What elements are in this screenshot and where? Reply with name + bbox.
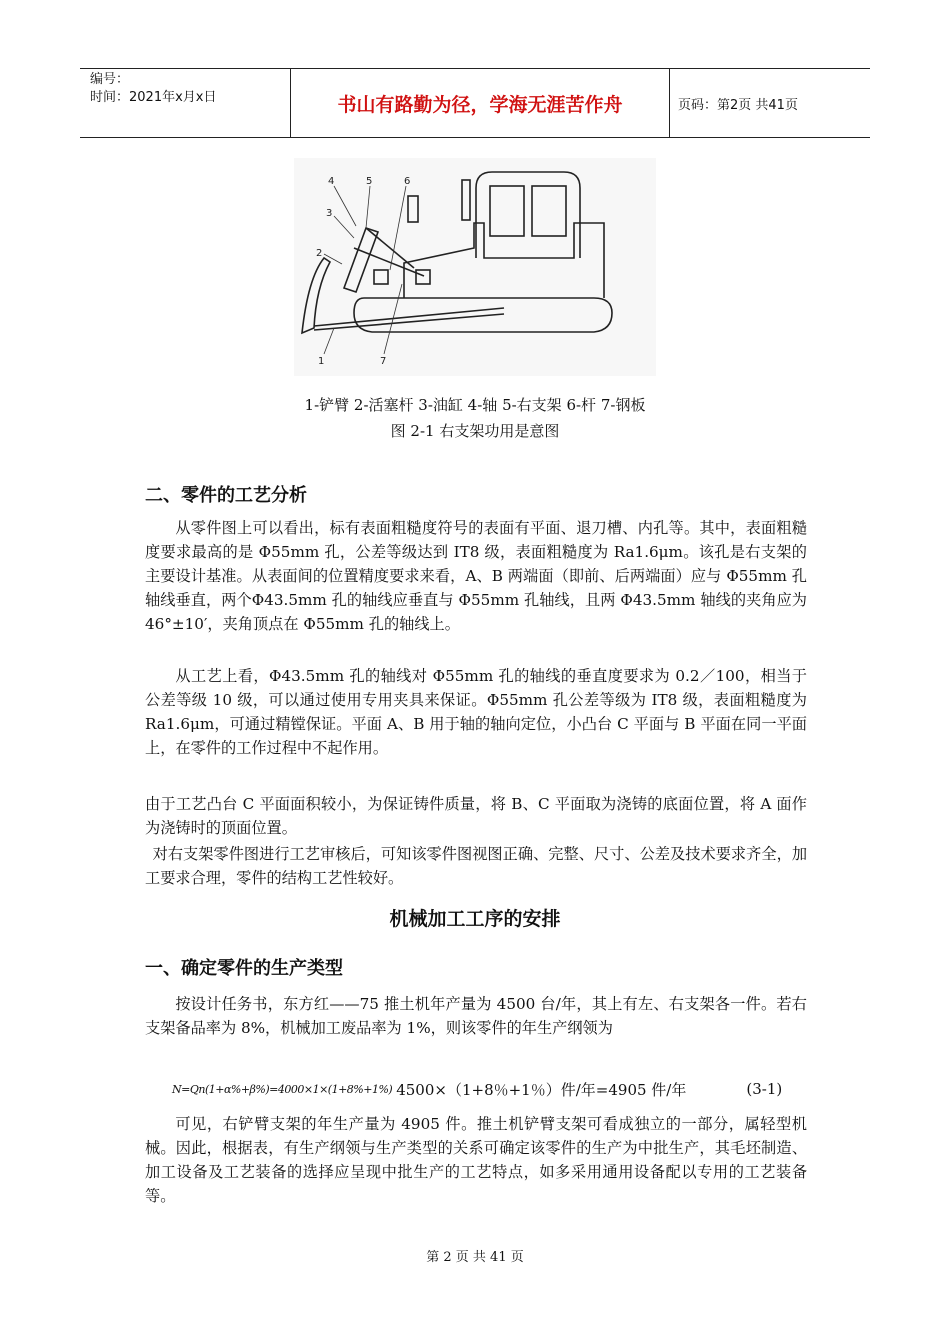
figure-caption: 图 2-1 右支架功用是意图 — [390, 422, 560, 440]
cab-outline — [476, 172, 580, 258]
callout-label: 7 — [380, 356, 387, 367]
blade — [302, 258, 330, 333]
paragraph: 按设计任务书，东方红——75 推土机年产量为 4500 台/年，其上有左、右支架各一件。若右支架备品率为 8%，机械加工废品率为 1%，则该零件的年生产纲领为 — [145, 995, 807, 1037]
section-heading-production: 一、确定零件的生产类型 — [145, 958, 343, 979]
air-filter — [408, 196, 418, 222]
chapter-title: 机械加工工序的安排 — [389, 908, 561, 930]
callout-label: 6 — [404, 176, 411, 187]
cab-window — [490, 186, 524, 236]
header-page-label: 页码：第2页 共41页 — [678, 97, 798, 113]
steel-plate — [354, 248, 424, 276]
paragraph: 可见，右铲臂支架的年生产量为 4905 件。推土机铲臂支架可看成独立的一部分，属轻型机械。因此，根据表，有生产纲领与生产类型的关系可确定该零件的生产为中批生产，其毛坯制造、加工设备及工艺装备的选择应呈现中批生产的工艺特点，如多采用通用设备配以专用的工艺装备等。 — [145, 1115, 807, 1205]
callout-label: 2 — [316, 248, 323, 259]
formula-image-text: N=Qn(1+α%+β%)=4000×1×(1+8%+1%) — [172, 1082, 393, 1096]
exhaust-pipe — [462, 180, 470, 220]
callout-label: 4 — [328, 176, 335, 187]
body-outline — [404, 223, 604, 298]
callout-label: 1 — [318, 356, 325, 367]
right-bracket-2 — [416, 270, 430, 284]
paragraph: 从工艺上看，Φ43.5mm 孔的轴线对 Φ55mm 孔的轴线的垂直度要求为 0.2／100，相当于公差等级 10 级，可以通过使用专用夹具来保证。Φ55mm 孔公差等级为 IT8 级，表面粗糙度为 Ra1.6μm，可通过精镗保证。平面 A、B 用于轴的轴向定位，小凸台 C 平面与 B 平面在同一平面上，在零件的工作过程中不起作用。 — [145, 667, 807, 757]
hydraulic-cylinder — [344, 228, 378, 292]
date-label: 时间：2021年x月x日 — [90, 90, 217, 105]
callout-label: 5 — [366, 176, 373, 187]
figure-legend: 1-铲臂 2-活塞杆 3-油缸 4-轴 5-右支架 6-杆 7-钢板 — [304, 396, 646, 414]
right-bracket — [374, 270, 388, 284]
formula-number: (3-1) — [746, 1080, 783, 1098]
paragraph: 由于工艺凸台 C 平面面积较小，为保证铸件质量，将 B、C 平面取为浇铸的底面位置，将 A 面作为浇铸时的顶面位置。 — [145, 795, 807, 837]
number-label: 编号： — [90, 72, 130, 87]
cab-window-2 — [532, 186, 566, 236]
page-header — [80, 68, 870, 138]
paragraph: 对右支架零件图进行工艺审核后，可知该零件图视图正确、完整、尺寸、公差及技术要求齐全，加工要求合理，零件的结构工艺性较好。 — [145, 845, 807, 887]
formula-text: 4500×（1+8％+1％）件/年=4905 件/年 — [396, 1080, 687, 1099]
page-footer: 第 2 页 共 41 页 — [426, 1250, 524, 1265]
section-heading-process: 二、零件的工艺分析 — [145, 485, 307, 506]
paragraph: 从零件图上可以看出，标有表面粗糙度符号的表面有平面、退刀槽、内孔等。其中，表面粗糙度要求最高的是 Φ55mm 孔，公差等级达到 IT8 级，表面粗糙度为 Ra1.6μm。该孔是右支架的主要设计基准。从表面间的位置精度要求来看，A、B 两端面（即前、后两端面）应与 Φ55mm 孔轴线垂直，两个Φ43.5mm 孔的轴线应垂直与 Φ55mm 孔轴线，且两 Φ43.5mm 轴线的夹角应为 46°±10′，夹角顶点在 Φ55mm 孔的轴线上。 — [145, 519, 807, 633]
formula-row — [172, 1072, 812, 1106]
bulldozer-drawing — [294, 158, 656, 376]
bulldozer-figure — [294, 158, 656, 376]
callout-label: 3 — [326, 208, 333, 219]
header-meta — [80, 69, 291, 137]
header-motto: 书山有路勤为径，学海无涯苦作舟 — [291, 69, 670, 137]
